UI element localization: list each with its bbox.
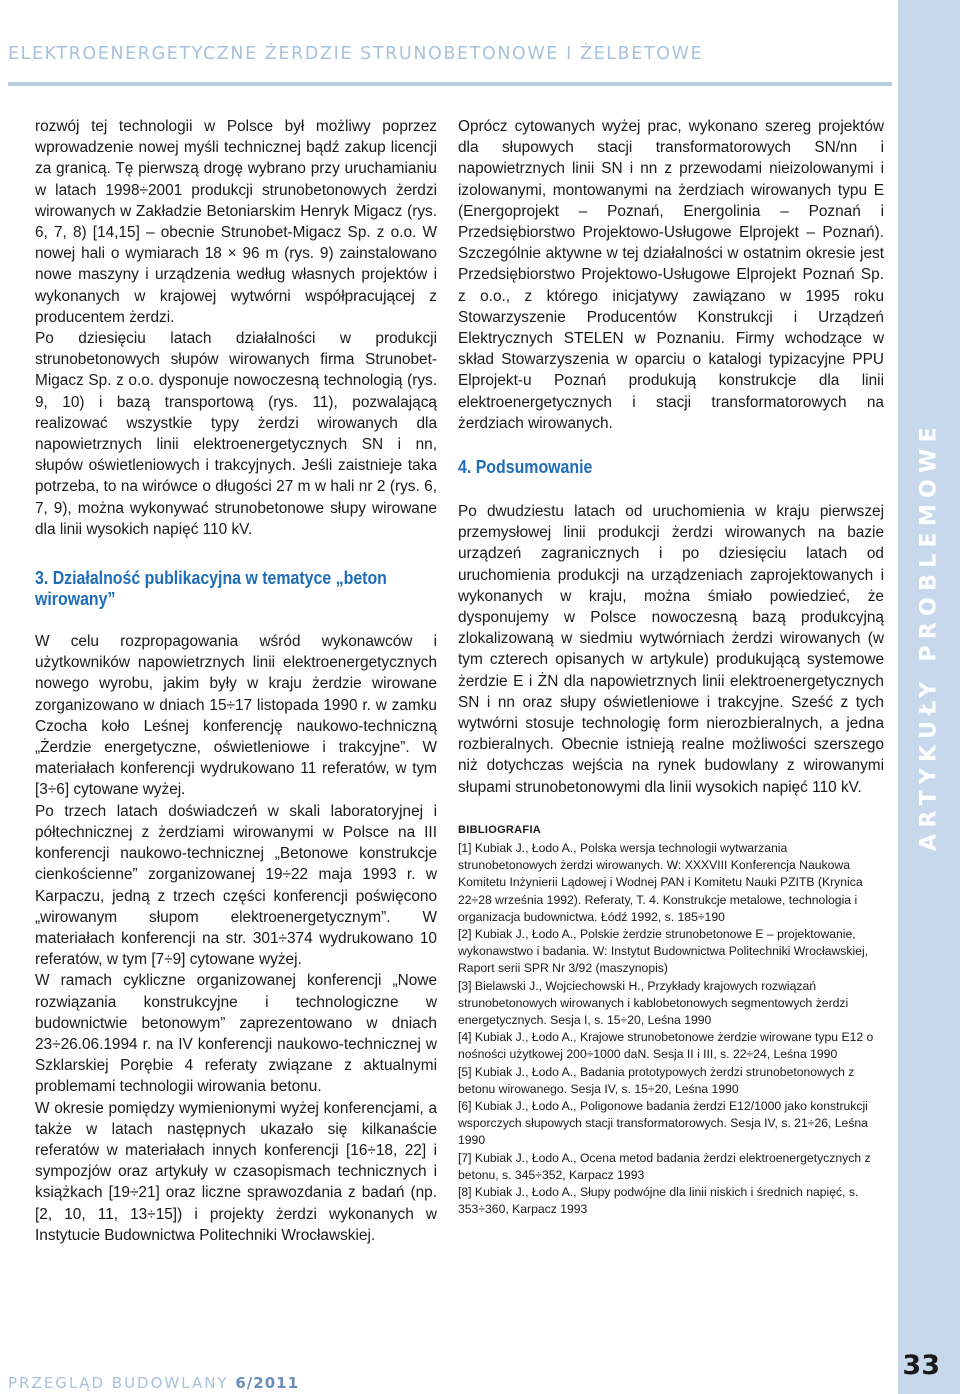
bibliography-entry: [3] Bielawski J., Wojciechowski H., Przykłady krajowych rozwiązań strunobetonowych wirowanych i kablobetonowych segmentowych żerdzi energetycznych. Sesja I, s. 15÷20, Leśna 1990 xyxy=(458,978,849,1027)
body-paragraph: Oprócz cytowanych wyżej prac, wykonano szereg projektów dla słupowych stacji transformatorowych SN/nn i napowietrznych linii SN i nn z przewodami nieizolowanymi i izolowanymi, montowanymi na żerdziach wirowanych typu E (Energoprojekt – Poznań, Energolinia – Poznań i Przedsiębiorstwo Projektowo-Usługowe Elprojekt – Poznań). Szczególnie aktywne w tej działalności w ostatnim okresie jest Przedsiębiorstwo Projektowo-Usługowe Elprojekt Poznań Sp. z o.o., z którego inicjatywy zawiązano w 1995 roku Stowarzyszenie Producentów Konstrukcji i Urządzeń Elektrycznych STELEN w Poznaniu. Firmy wchodzące w skład Stowarzyszenia w oparciu o katalogi typizacyjne PPU Elprojekt-u Poznań produkują konstrukcje dla linii elektroenergetycznych i stacji transformatorowych na żerdziach wirowanych. xyxy=(458,118,884,432)
footer-journal xyxy=(8,1374,299,1392)
body-paragraph: W ramach cykliczne organizowanej konferencji „Nowe rozwiązania konstrukcyjne i technologiczne w budownictwie betonowym” zaprezentowano w dniach 23÷26.06.1994 r. na IV konferencji naukowo-technicznej w Szklarskiej Porębie 4 referaty związane z aktualnymi problemami technologii wirowania betonu. xyxy=(35,972,437,1096)
section-sidebar-label: ARTYKUŁY PROBLEMOWE xyxy=(916,421,942,851)
running-header-title: ELEKTROENERGETYCZNE ŻERDZIE STRUNOBETONOWE I ŻELBETOWE xyxy=(8,44,704,64)
bibliography-entry: [1] Kubiak J., Łodo A., Polska wersja technologii wytwarzania strunobetonowych żerdzi wirowanych. W: XXXVIII Konferencja Naukowa Komitetu Inżynierii Lądowej i Wodnej PAN i Komitetu Nauki PZITB (Krynica 22÷28 września 1992). Referaty, T. 4. Konstrukcje metalowe, technologia i organizacja budownictwa. Łódź 1992, s. 185÷190 xyxy=(458,840,863,924)
header-rule xyxy=(8,82,892,86)
body-paragraph: W celu rozpropagowania wśród wykonawców i użytkowników napowietrznych linii elektroenergetycznych nowego wyrobu, jakim były w kraju żerdzie wirowane zorganizowano w dniach 15÷17 listopada 1990 r. w zamku Czocha koło Leśnej konferencję naukowo-techniczną „Żerdzie energetyczne, oświetleniowe i trakcyjne”. W materiałach konferencji wydrukowano 11 referatów, w tym [3÷6] cytowane wyżej. xyxy=(35,633,437,799)
body-paragraph: Po dziesięciu latach działalności w produkcji strunobetonowych słupów wirowanych firma Strunobet-Migacz Sp. z o.o. dysponuje nowoczesną technologią (rys. 9, 10) i bazą transportową (rys. 11), pozwalającą realizować wszystkie typy żerdzi wirowanych dla napowietrznych linii elektroenergetycznych SN i nn, słupów oświetleniowych i trakcyjnych. Jeśli zaistnieje taka potrzeba, to na wirówce o długości 27 m w hali nr 2 (rys. 6, 7, 9), można wykonywać strunobetonowe słupy wirowane dla linii wysokich napięć 110 kV. xyxy=(35,330,437,538)
page-number: 33 xyxy=(902,1350,940,1381)
bibliography-entry: [2] Kubiak J., Łodo A., Polskie żerdzie strunobetonowe E – projektowanie, wykonawstwo i badania. W: Instytut Budownictwa Politechniki Wrocławskiej, Raport serii SPR Nr 3/92 (maszynopis) xyxy=(458,926,869,976)
bibliography-entry: [8] Kubiak J., Łodo A., Słupy podwójne dla linii niskich i średnich napięć, s. 353÷360, Karpacz 1993 xyxy=(458,1184,859,1217)
body-paragraph: W okresie pomiędzy wymienionymi wyżej konferencjami, a także w latach następnych ukazało się kilkanaście referatów w materiałach innych konferencji [16÷18, 22] i sympozjów oraz artykuły w czasopismach technicznych i książkach [19÷21] oraz liczne sprawozdania z badań (np. [2, 10, 11, 13÷15]) i projekty żerdzi wykonanych w Instytucie Budownictwa Politechniki Wrocławskiej. xyxy=(35,1099,437,1244)
bibliography-entry: [6] Kubiak J., Łodo A., Poligonowe badania żerdzi E12/1000 jako konstrukcji wsporczych słupowych stacji transformatorowych. Sesja IV, s. 21÷26, Leśna 1990 xyxy=(458,1098,868,1148)
bibliography-entry: [7] Kubiak J., Łodo A., Ocena metod badania żerdzi elektroenergetycznych z betonu, s. 345÷352, Karpacz 1993 xyxy=(458,1150,871,1182)
bibliography-entry: [4] Kubiak J., Łodo A., Krajowe strunobetonowe żerdzie wirowane typu E12 o nośności użytkowej 200÷1000 daN. Sesja II i III, s. 22÷24, Leśna 1990 xyxy=(458,1030,874,1062)
journal-issue: 6/2011 xyxy=(235,1374,300,1392)
body-paragraph: rozwój tej technologii w Polsce był możliwy poprzez wprowadzenie nowej myśli technicznej bądź zakup licencji za granicą. Tę pierwszą drogę wybrano przy uruchamianiu w latach 1998÷2001 produkcji strunobetonowych żerdzi wirowanych w Zakładzie Betoniarskim Henryk Migacz (rys. 6, 7, 8) [14,15] – obecnie Strunobet-Migacz Sp. z o.o. W nowej hali o wymiarach 18 × 96 m (rys. 9) zainstalowano nowe maszyny i urządzenia według własnych projektów i wykonanych w krajowej wytwórni współpracującej z producentem żerdzi. xyxy=(35,118,437,326)
bibliography-entry: [5] Kubiak J., Łodo A., Badania prototypowych żerdzi strunobetonowych z betonu wirowanego. Sesja IV, s. 15÷20, Leśna 1990 xyxy=(458,1064,855,1096)
body-paragraph: Po trzech latach doświadczeń w skali laboratoryjnej i półtechnicznej z żerdziami wirowanymi w Polsce na III konferencji naukowo-technicznej „Betonowe konstrukcje cienkościenne” zorganizowanej 19÷22 maja 1993 r. w Karpaczu, jedną z trzech części konferencji poświęcono „wirowanym słupom elektroenergetycznym”. W materiałach konferencji na str. 301÷374 wydrukowano 10 referatów, w tym [7÷9] cytowane wyżej. xyxy=(35,802,437,969)
section-heading-4: 4. Podsumowanie xyxy=(458,456,593,478)
left-column xyxy=(35,116,437,1246)
bibliography-heading: BIBLIOGRAFIA xyxy=(458,823,542,836)
section-heading-3: 3. Działalność publikacyjna w tematyce „beton wirowany” xyxy=(35,567,387,610)
journal-name: PRZEGLĄD BUDOWLANY xyxy=(8,1374,229,1392)
body-paragraph: Po dwudziestu latach od uruchomienia w kraju pierwszej przemysłowej linii produkcji żerdzi wirowanych na bazie urządzeń zagranicznych i po dziesięciu latach od uruchomienia produkcji na urządzeniach zaprojektowanych i wykonanych w kraju, można śmiało powiedzieć, że dysponujemy w Polsce nowoczesną bazą produkcyjną zlokalizowaną w siedmiu wytwórniach żerdzi wirowanych (w tym czterech opisanych w artykule) produkującą systemowe żerdzie E i ŻN dla napowietrznych linii elektroenergetycznych SN i nn oraz słupy oświetleniowe i trakcyjne. Sześć z tych wytwórni stosuje technologię form nierozbieralnych, a jedna rozbieralnych. Obecnie istnieją realne możliwości szerszego niż dotychczas wejścia na rynek budowlany z wirowanymi słupami strunobetonowymi dla linii wysokich napięć 110 kV. xyxy=(458,503,884,796)
right-column xyxy=(458,116,884,1218)
